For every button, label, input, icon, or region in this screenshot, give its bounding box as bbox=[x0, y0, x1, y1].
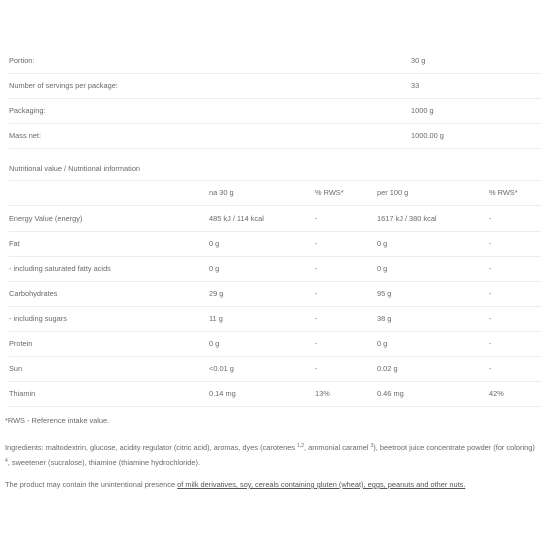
info-label: Mass net: bbox=[9, 131, 42, 140]
ingredients-part: , sweetener (sucralose), thiamine (thiamine hydrochloride). bbox=[7, 457, 201, 467]
header-rws-portion: % RWS* bbox=[315, 188, 344, 197]
allergen-prefix: The product may contain the unintentional presence bbox=[5, 480, 178, 489]
rws-100g-value: - bbox=[489, 264, 492, 273]
rws-100g-value: - bbox=[489, 289, 492, 298]
allergen-list: of milk derivatives, soy, cereals containing gluten (wheat), eggs, peanuts and other nuts. bbox=[177, 480, 466, 489]
info-row-portion bbox=[9, 48, 541, 74]
nutrient-name: Thiamin bbox=[9, 389, 36, 398]
ingredients-text bbox=[5, 440, 540, 469]
info-value: 33 bbox=[411, 81, 420, 90]
per-portion-value: 0 g bbox=[209, 239, 220, 248]
allergen-warning bbox=[5, 478, 465, 492]
info-label: Number of servings per package: bbox=[9, 81, 118, 90]
table-row bbox=[9, 331, 541, 357]
ingredient-footnote-marker: 3 bbox=[370, 443, 374, 449]
rws-portion-value: - bbox=[315, 339, 318, 348]
per-100g-value: 0 g bbox=[377, 264, 388, 273]
info-row-packaging bbox=[9, 98, 541, 124]
per-100g-value: 0.46 mg bbox=[377, 389, 404, 398]
info-label: Portion: bbox=[9, 56, 35, 65]
rws-portion-value: - bbox=[315, 214, 318, 223]
per-100g-value: 1617 kJ / 380 kcal bbox=[377, 214, 437, 223]
nutrient-name: Energy Value (energy) bbox=[9, 214, 83, 223]
table-row bbox=[9, 256, 541, 282]
per-100g-value: 95 g bbox=[377, 289, 392, 298]
table-row bbox=[9, 281, 541, 307]
per-portion-value: 11 g bbox=[209, 314, 223, 323]
info-value: 1000 g bbox=[411, 106, 434, 115]
nutrient-name: Fat bbox=[9, 239, 20, 248]
rws-100g-value: - bbox=[489, 239, 492, 248]
per-portion-value: 0.14 mg bbox=[209, 389, 236, 398]
table-row bbox=[9, 231, 541, 257]
info-value: 30 g bbox=[411, 56, 426, 65]
rws-100g-value: - bbox=[489, 214, 492, 223]
rws-portion-value: - bbox=[315, 289, 318, 298]
table-row bbox=[9, 381, 541, 407]
nutrient-name: - including saturated fatty acids bbox=[9, 264, 111, 273]
rws-100g-value: - bbox=[489, 314, 492, 323]
table-row bbox=[9, 356, 541, 382]
ingredient-footnote-marker: 4 bbox=[5, 457, 8, 464]
info-label: Packaging: bbox=[9, 106, 46, 115]
per-100g-value: 0.02 g bbox=[377, 364, 398, 373]
per-portion-value: 0 g bbox=[209, 264, 220, 273]
header-per-100g: per 100 g bbox=[377, 188, 409, 197]
rws-portion-value: - bbox=[315, 314, 318, 323]
nutrition-header-row bbox=[9, 180, 541, 206]
table-row bbox=[9, 306, 541, 332]
per-100g-value: 0 g bbox=[377, 239, 388, 248]
ingredients-part: , ammonial caramel bbox=[304, 443, 371, 452]
per-100g-value: 38 g bbox=[377, 314, 392, 323]
nutrient-name: Protein bbox=[9, 339, 33, 348]
per-portion-value: 0 g bbox=[209, 339, 220, 348]
rws-100g-value: - bbox=[489, 339, 492, 348]
ingredients-part: Ingredients: maltodextrin, glucose, acidity regulator (citric acid), aromas, dyes (carotenes bbox=[5, 443, 298, 452]
nutrient-name: - including sugars bbox=[9, 314, 67, 323]
nutrition-title: Nutritional value / Nutritional information bbox=[9, 158, 541, 181]
per-100g-value: 0 g bbox=[377, 339, 388, 348]
rws-100g-value: 42% bbox=[489, 389, 504, 398]
rws-portion-value: - bbox=[315, 264, 318, 273]
rws-portion-value: 13% bbox=[315, 389, 330, 398]
info-row-servings bbox=[9, 73, 541, 99]
nutrient-name: Carbohydrates bbox=[9, 289, 58, 298]
rws-100g-value: - bbox=[489, 364, 492, 373]
per-portion-value: 485 kJ / 114 kcal bbox=[209, 214, 264, 223]
rws-portion-value: - bbox=[315, 239, 318, 248]
info-value: 1000.00 g bbox=[411, 131, 444, 140]
rws-portion-value: - bbox=[315, 364, 318, 373]
header-per-portion: na 30 g bbox=[209, 188, 234, 197]
info-row-mass-net bbox=[9, 123, 541, 149]
per-portion-value: <0.01 g bbox=[209, 364, 234, 373]
ingredient-footnote-marker: 1,2 bbox=[297, 443, 305, 449]
nutrient-name: Sun bbox=[9, 364, 23, 373]
header-rws-100g: % RWS* bbox=[489, 188, 518, 197]
ingredients-part: ), beetroot juice concentrate powder (for coloring) bbox=[373, 443, 535, 452]
per-portion-value: 29 g bbox=[209, 289, 224, 298]
table-row bbox=[9, 206, 541, 232]
rws-footnote: *RWS - Reference intake value. bbox=[5, 416, 110, 425]
